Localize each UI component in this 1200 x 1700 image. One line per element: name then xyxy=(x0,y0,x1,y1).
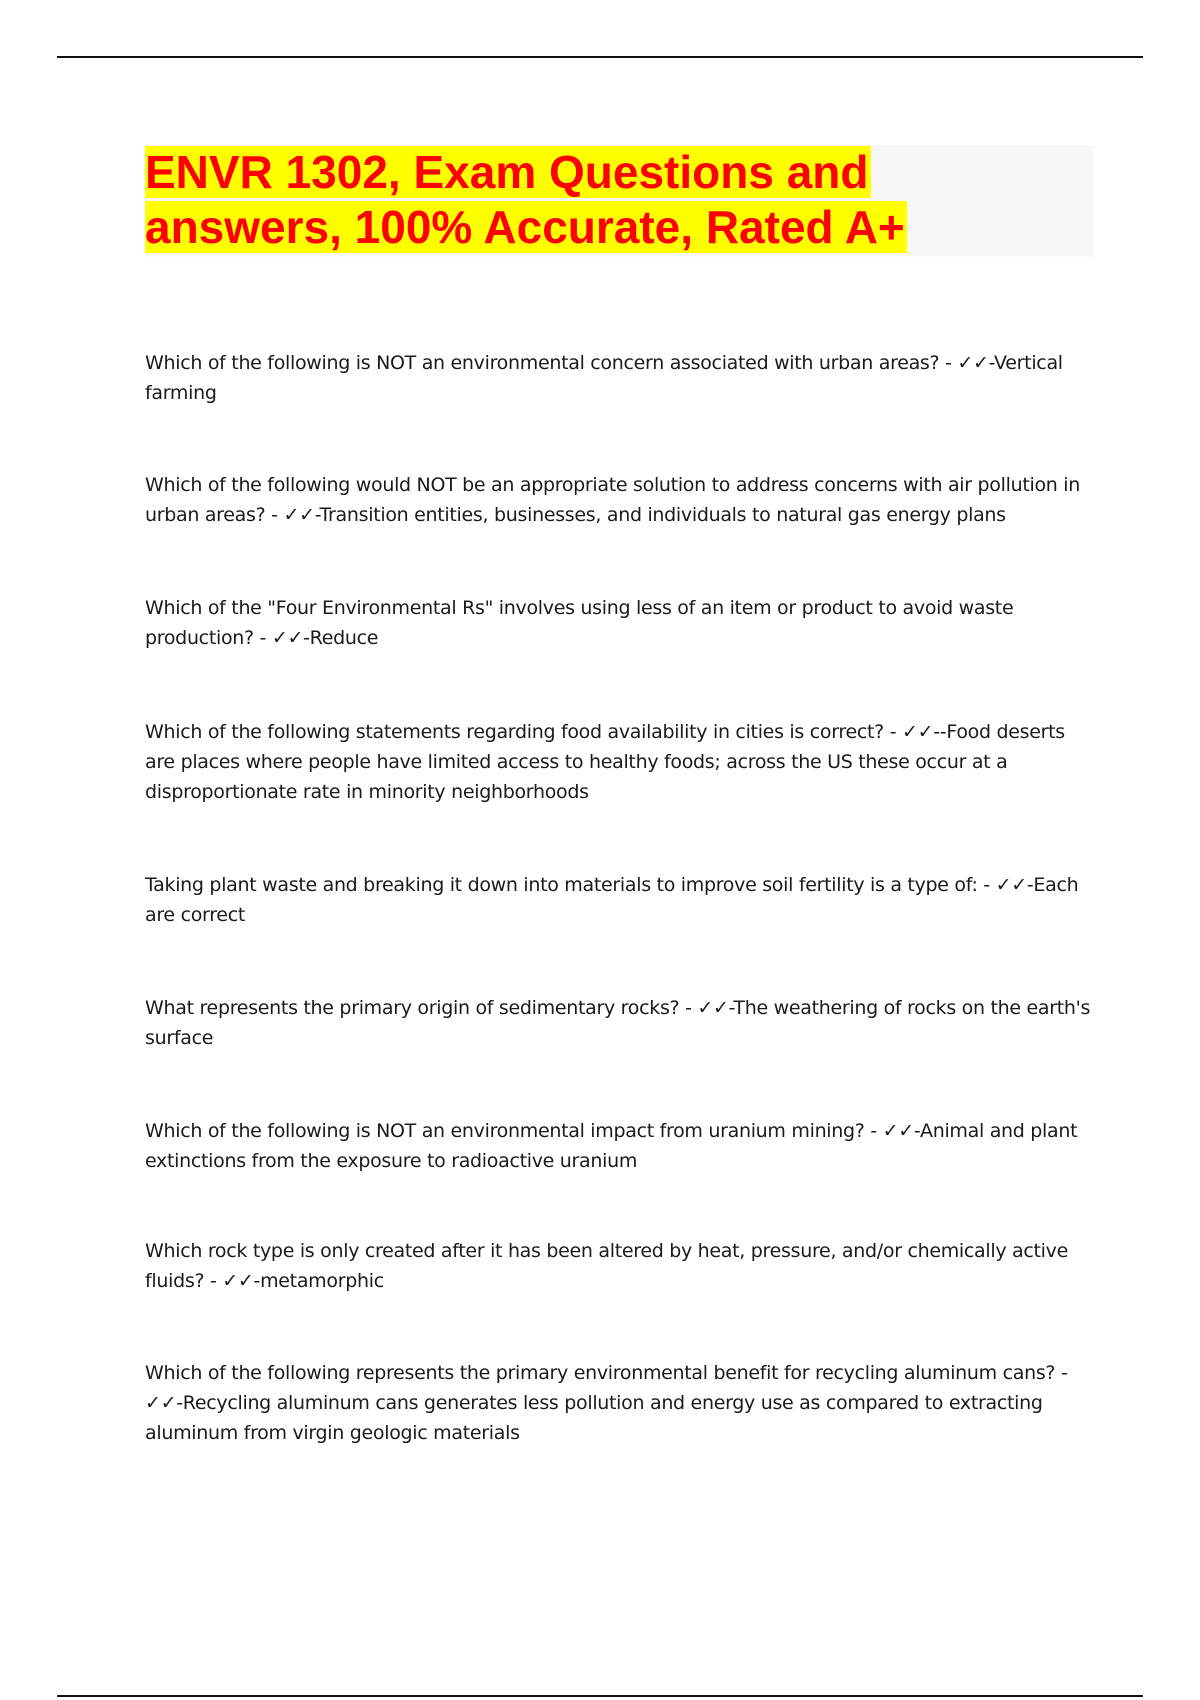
top-rule xyxy=(57,56,1143,58)
checkmark-icon: ✓✓ xyxy=(283,504,315,526)
question-text: Which of the following would NOT be an appropriate solution to address concerns with air pollution in urban areas? xyxy=(145,474,1080,526)
separator: - xyxy=(1055,1362,1068,1384)
question-text: Which of the following represents the primary environmental benefit for recycling aluminum cans? xyxy=(145,1362,1056,1384)
separator: - xyxy=(253,627,272,649)
title-line-1: ENVR 1302, Exam Questions and xyxy=(145,146,869,198)
separator: - xyxy=(679,997,698,1019)
checkmark-icon: ✓✓ xyxy=(957,352,989,374)
qa-item-7 xyxy=(145,1116,1095,1176)
answer-text: -Transition entities, businesses, and individuals to natural gas energy plans xyxy=(314,504,1006,526)
document-title xyxy=(145,145,1045,255)
separator: - xyxy=(204,1270,223,1292)
answer-text: -Vertical farming xyxy=(145,352,1063,404)
answer-text: -Recycling aluminum cans generates less pollution and energy use as compared to extracting aluminum from virgin geologic materials xyxy=(145,1392,1043,1444)
qa-item-4 xyxy=(145,717,1095,807)
checkmark-icon: ✓✓ xyxy=(145,1392,177,1414)
answer-text: -Animal and plant extinctions from the exposure to radioactive uranium xyxy=(145,1120,1078,1172)
separator: - xyxy=(977,874,996,896)
answer-text: -Each are correct xyxy=(145,874,1079,926)
question-text: Which of the following statements regarding food availability in cities is correct? xyxy=(145,721,884,743)
qa-item-3 xyxy=(145,593,1095,653)
question-text: What represents the primary origin of sedimentary rocks? xyxy=(145,997,680,1019)
checkmark-icon: ✓✓ xyxy=(697,997,729,1019)
question-text: Which of the "Four Environmental Rs" involves using less of an item or product to avoid waste production? xyxy=(145,597,1014,649)
question-text: Taking plant waste and breaking it down into materials to improve soil fertility is a type of: xyxy=(145,874,978,896)
question-text: Which rock type is only created after it has been altered by heat, pressure, and/or chemically active fluids? xyxy=(145,1240,1068,1292)
qa-item-2 xyxy=(145,470,1095,530)
separator: - xyxy=(883,721,902,743)
separator: - xyxy=(265,504,284,526)
answer-text: --Food deserts are places where people have limited access to healthy foods; across the US these occur at a disproportionate rate in minority neighborhoods xyxy=(145,721,1065,803)
checkmark-icon: ✓✓ xyxy=(902,721,934,743)
checkmark-icon: ✓✓ xyxy=(222,1270,254,1292)
qa-item-8 xyxy=(145,1236,1095,1296)
qa-item-6 xyxy=(145,993,1095,1053)
checkmark-icon: ✓✓ xyxy=(995,874,1027,896)
question-text: Which of the following is NOT an environmental impact from uranium mining? xyxy=(145,1120,865,1142)
qa-item-1 xyxy=(145,348,1095,408)
question-text: Which of the following is NOT an environmental concern associated with urban areas? xyxy=(145,352,940,374)
separator: - xyxy=(864,1120,883,1142)
separator: - xyxy=(939,352,958,374)
checkmark-icon: ✓✓ xyxy=(271,627,304,649)
bottom-rule xyxy=(57,1695,1143,1697)
title-line-2: answers, 100% Accurate, Rated A+ xyxy=(145,201,905,253)
answer-text: -metamorphic xyxy=(253,1270,384,1292)
checkmark-icon: ✓✓ xyxy=(882,1120,914,1142)
qa-item-5 xyxy=(145,870,1095,930)
answer-text: -Reduce xyxy=(303,627,379,649)
answer-text: -The weathering of rocks on the earth's surface xyxy=(145,997,1091,1049)
qa-item-9 xyxy=(145,1358,1095,1448)
